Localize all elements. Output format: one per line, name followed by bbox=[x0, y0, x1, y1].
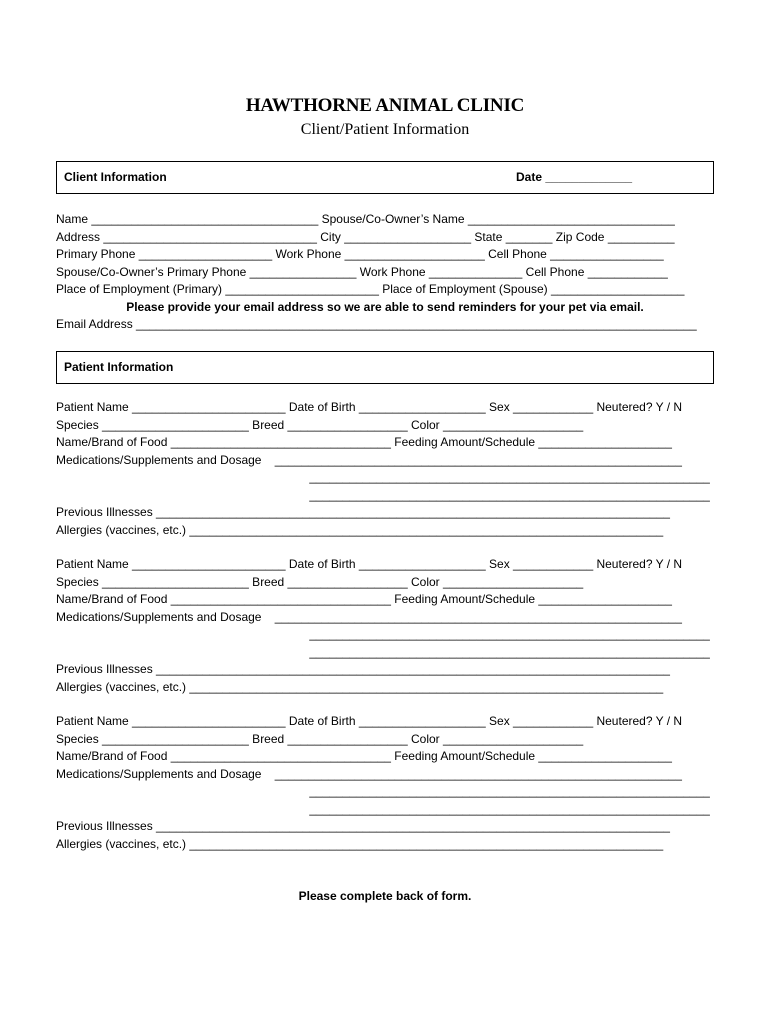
patient-1-allergy-line[interactable]: Allergies (vaccines, etc.) _______________________________________________________________________ bbox=[56, 523, 664, 537]
patient-1-medications-extra-1[interactable]: ____________________________________________________________ bbox=[56, 470, 710, 484]
patient-2-medications-extra-2[interactable]: ____________________________________________________________ bbox=[56, 645, 710, 659]
patient-2-allergy-line[interactable]: Allergies (vaccines, etc.) _______________________________________________________________________ bbox=[56, 680, 664, 694]
patient-1-food-line[interactable]: Name/Brand of Food _________________________________ Feeding Amount/Schedule ____________________ bbox=[56, 435, 672, 449]
patient-1-medications-line[interactable]: Medications/Supplements and Dosage _____________________________________________________________ bbox=[56, 453, 682, 467]
patient-2-food-line[interactable]: Name/Brand of Food _________________________________ Feeding Amount/Schedule ____________________ bbox=[56, 592, 672, 606]
patient-3-medications-line[interactable]: Medications/Supplements and Dosage _____________________________________________________________ bbox=[56, 767, 682, 781]
client-phone-line[interactable]: Primary Phone ____________________ Work Phone _____________________ Cell Phone _________________ bbox=[56, 247, 664, 261]
patient-3-food-line[interactable]: Name/Brand of Food _________________________________ Feeding Amount/Schedule ____________________ bbox=[56, 749, 672, 763]
email-address-line[interactable]: Email Address ____________________________________________________________________________________ bbox=[56, 317, 697, 331]
patient-info-label: Patient Information bbox=[64, 360, 174, 374]
patient-1-illness-line[interactable]: Previous Illnesses _____________________________________________________________________________ bbox=[56, 505, 670, 519]
employment-line[interactable]: Place of Employment (Primary) _______________________ Place of Employment (Spouse) ____________________ bbox=[56, 282, 685, 296]
patient-2-medications-extra-1[interactable]: ____________________________________________________________ bbox=[56, 627, 710, 641]
patient-1-species-line[interactable]: Species ______________________ Breed __________________ Color _____________________ bbox=[56, 418, 584, 432]
patient-3-name-line[interactable]: Patient Name _______________________ Date of Birth ___________________ Sex ____________ Neutered? Y / N bbox=[56, 714, 683, 728]
client-info-label: Client Information bbox=[64, 170, 167, 184]
form-subtitle: Client/Patient Information bbox=[300, 121, 470, 138]
patient-1-name-line[interactable]: Patient Name _______________________ Date of Birth ___________________ Sex ____________ Neutered? Y / N bbox=[56, 400, 683, 414]
patient-3-species-line[interactable]: Species ______________________ Breed __________________ Color _____________________ bbox=[56, 732, 584, 746]
patient-2-name-line[interactable]: Patient Name _______________________ Date of Birth ___________________ Sex ____________ Neutered? Y / N bbox=[56, 557, 683, 571]
email-notice: Please provide your email address so we are able to send reminders for your pet via email. bbox=[126, 300, 644, 314]
patient-2-medications-line[interactable]: Medications/Supplements and Dosage _____________________________________________________________ bbox=[56, 610, 682, 624]
patient-3-medications-extra-1[interactable]: ____________________________________________________________ bbox=[56, 784, 710, 798]
patient-3-medications-extra-2[interactable]: ____________________________________________________________ bbox=[56, 802, 710, 816]
client-name-line[interactable]: Name __________________________________ Spouse/Co-Owner’s Name _______________________________ bbox=[56, 212, 675, 226]
patient-info-header-box bbox=[56, 351, 714, 384]
patient-2-species-line[interactable]: Species ______________________ Breed __________________ Color _____________________ bbox=[56, 575, 584, 589]
patient-1-medications-extra-2[interactable]: ____________________________________________________________ bbox=[56, 488, 710, 502]
back-of-form-note: Please complete back of form. bbox=[298, 889, 472, 903]
patient-2-illness-line[interactable]: Previous Illnesses _____________________________________________________________________________ bbox=[56, 662, 670, 676]
spouse-phone-line[interactable]: Spouse/Co-Owner’s Primary Phone ________________ Work Phone ______________ Cell Phone ____________ bbox=[56, 265, 668, 279]
patient-3-illness-line[interactable]: Previous Illnesses _____________________________________________________________________________ bbox=[56, 819, 670, 833]
client-info-header-box bbox=[56, 161, 714, 194]
date-field[interactable]: Date _____________ bbox=[516, 170, 633, 184]
client-address-line[interactable]: Address ________________________________ City ___________________ State _______ Zip Code __________ bbox=[56, 230, 675, 244]
patient-3-allergy-line[interactable]: Allergies (vaccines, etc.) _______________________________________________________________________ bbox=[56, 837, 664, 851]
clinic-title: HAWTHORNE ANIMAL CLINIC bbox=[245, 95, 525, 116]
